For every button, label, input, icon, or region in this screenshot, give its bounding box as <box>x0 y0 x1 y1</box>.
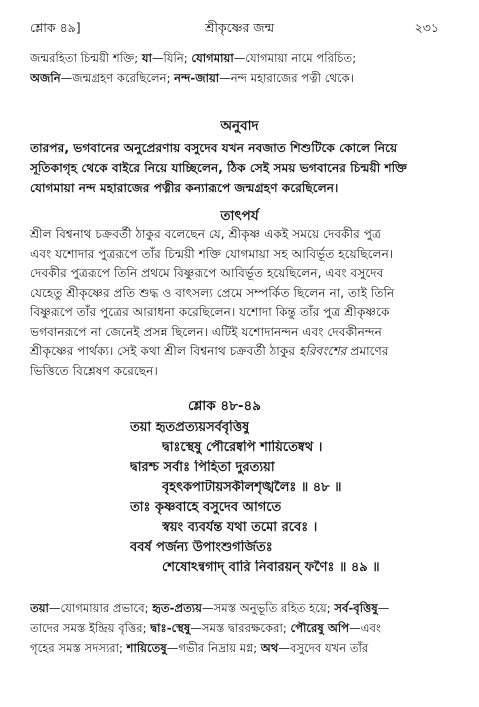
synonym-line <box>30 50 450 66</box>
verse-line: দ্বারশ্চ সর্বাঃ পিহিতা দুরত্যয়া <box>130 460 275 475</box>
text-run: —বসুদেব যখন তাঁর <box>278 641 369 655</box>
text-run: —এবং <box>349 621 381 635</box>
header-chapter-title: শ্রীকৃষ্ণের জন্ম <box>204 20 275 35</box>
text-run: —সমস্ত দ্বাররক্ষকেরা; <box>190 621 291 635</box>
synonym-word: তয়া <box>30 601 49 615</box>
translation-line: যোগমায়া নন্দ মহারাজের পত্নীর কন্যারূপে জন্মগ্রহণ করেছিলেন। <box>30 181 339 195</box>
text-run: —জন্মগ্রহণ করেছিলেন; <box>60 71 175 85</box>
text-run: এবং যশোদার পুত্ররূপে তাঁর চিন্ময়ী শক্তি যোগমায়া সহ আবির্ভূত হয়েছিলেন। <box>30 246 394 261</box>
verse-line: ববর্ষ পর্জন্য উপাংশুগর্জিতঃ <box>130 540 273 555</box>
purport-line <box>30 324 450 340</box>
text-run: প্রমাণের <box>346 344 389 358</box>
text-run: —যিনি; <box>151 51 192 65</box>
verse-line: দ্বাঃস্থেষু পৌরেষ্বপি শায়িতেষ্বথ । <box>162 440 323 455</box>
text-run: শ্রীকৃষ্ণের পার্থক্য। সেই কথা শ্রীল বিশ্বনাথ চক্রবর্তী ঠাকুর <box>30 344 299 358</box>
text-run: গৃহের সমস্ত সদস্যরা; <box>30 641 127 655</box>
verse-line: বৃহৎকপাটায়সকীলশৃঙ্খলৈঃ ॥ ৪৮ ॥ <box>162 480 342 495</box>
synonym-word: দ্বাঃ-স্থেষু <box>150 621 191 635</box>
verse-line: তয়া হৃতপ্রত্যয়সর্ববৃত্তিষু <box>130 420 250 435</box>
verse-heading: শ্লোক ৪৮-৪৯ <box>188 398 261 414</box>
verse-line: শেষোঽন্বগাদ্ বারি নিবারয়ন্ ফণৈঃ ॥ ৪৯ ॥ <box>162 560 380 575</box>
purport-line <box>30 265 450 281</box>
text-run: ভিত্তিতে বিশ্লেষণ করেছেন। <box>30 363 158 378</box>
translation-line: সূতিকাগৃহ থেকে বাইরে নিয়ে যাচ্ছিলেন, ঠিক সেই সময় ভগবানের চিন্ময়ী শক্তি <box>30 161 407 175</box>
purport-line <box>30 246 450 262</box>
verse-line: স্বয়ং ব্যবর্যন্ত যথা তমো রবেঃ । <box>162 520 318 535</box>
text-run: —যোগমায়া নামে পরিচিত; <box>233 51 357 65</box>
purport-heading: তাৎপর্য <box>220 208 259 224</box>
synonym-word: নন্দ-জায়া <box>174 71 220 85</box>
text-run: —গভীর নিদ্রায় মগ্ন; <box>166 641 261 655</box>
text-run: তাদের সমস্ত ইন্দ্রিয় বৃত্তির; <box>30 621 151 635</box>
purport-line <box>30 285 450 301</box>
synonym-line <box>30 70 450 86</box>
text-run: — <box>377 601 390 615</box>
synonym-word: সর্ব-বৃত্তিষু <box>334 601 378 615</box>
text-run: —নন্দ মহারাজের পত্নী থেকে। <box>219 71 354 85</box>
synonym-word: অথ <box>260 641 279 655</box>
synonym-line <box>30 600 450 616</box>
purport-line <box>30 304 450 320</box>
text-run: দেবকীর পুত্ররূপে তিনি প্রথমে বিষ্ণুরূপে আবির্ভূত হয়েছিলেন, এবং বসুদেব <box>30 266 384 280</box>
verse-line: তাঃ কৃষ্ণবাহে বসুদেব আগতে <box>130 500 282 515</box>
text-run: শ্রীল বিশ্বনাথ চক্রবর্তী ঠাকুর বলেছেন যে, শ্রীকৃষ্ণ একই সময়ে দেবকীর পুত্র <box>30 227 381 241</box>
header-verse-ref: শ্লোক ৪৯] <box>30 20 81 35</box>
purport-line <box>30 226 450 242</box>
italic-term: হরিবংশের <box>298 344 347 358</box>
text-run: বিষ্ণুরূপে তাঁর পুত্রের আরাধনা করেছিলেন। যশোদা কিন্তু তাঁর পুত্র শ্রীকৃষ্ণকে <box>30 305 390 319</box>
synonym-line <box>30 640 450 656</box>
text-run: যেহেতু শ্রীকৃষ্ণের প্রতি শুদ্ধ ও বাৎসল্য প্রেমে সম্পর্কিত ছিলেন না, তাই তিনি <box>30 285 395 300</box>
synonym-word: পৌরেষু অপি <box>290 621 350 635</box>
synonym-word: যা <box>141 51 152 65</box>
header-page-number: ২৩১ <box>414 20 439 35</box>
synonym-word: যোগমায়া <box>191 51 234 65</box>
synonym-line <box>30 620 450 636</box>
synonym-word: শায়িতেষু <box>126 641 167 655</box>
synonym-word: অজনি <box>30 71 61 85</box>
translation-heading: অনুবাদ <box>220 118 259 134</box>
text-run: ভগবানরূপে না জেনেই প্রসন্ন ছিলেন। এটিই যশোদানন্দন এবং দেবকীনন্দন <box>30 324 382 339</box>
purport-line <box>30 363 450 379</box>
translation-line: তারপর, ভগবানের অনুপ্রেরণায় বসুদেব যখন নবজাত শিশুটিকে কোলে নিয়ে <box>30 141 398 155</box>
synonym-word: হৃত-প্রত্যয় <box>152 601 202 615</box>
text-run: জন্মরহিতা চিন্ময়ী শক্তি; <box>30 51 142 65</box>
text-run: —যোগমায়ার প্রভাবে; <box>48 601 153 615</box>
text-run: —সমস্ত অনুভূতি রহিত হয়ে; <box>202 601 335 615</box>
purport-line <box>30 343 450 359</box>
